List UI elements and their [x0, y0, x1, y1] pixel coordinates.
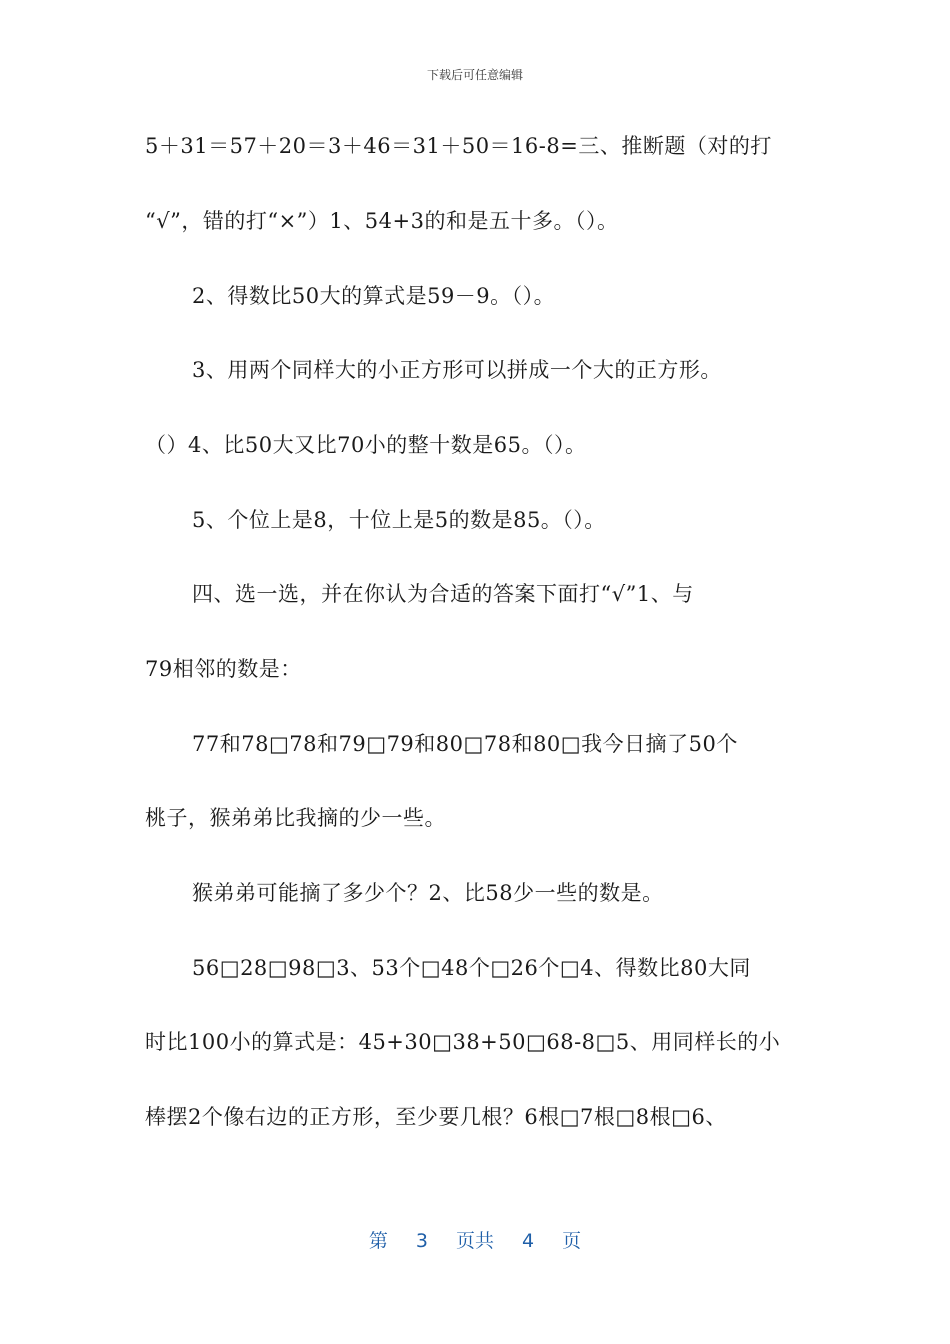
- body-line-10: 桃子，猴弟弟比我摘的少一些。: [145, 806, 446, 830]
- body-line-14: 棒摆2个像右边的正方形，至少要几根？6根□7根□8根□6、: [145, 1105, 727, 1129]
- body-line-1: 5＋31＝57＋20＝3＋46＝31＋50＝16-8=三、推断题（对的打: [145, 134, 772, 158]
- footer-total-pages: 4: [522, 1230, 535, 1252]
- body-line-7: 四、选一选，并在你认为合适的答案下面打“√”1、与: [192, 582, 694, 606]
- body-line-3: 2、得数比50大的算式是59－9。（）。: [192, 284, 556, 308]
- body-line-4: 3、用两个同样大的小正方形可以拼成一个大的正方形。: [192, 358, 722, 382]
- body-line-11: 猴弟弟可能摘了多少个？2、比58少一些的数是。: [192, 881, 664, 905]
- footer-prefix: 第: [368, 1230, 388, 1252]
- body-line-9: 77和78□78和79□79和80□78和80□我今日摘了50个: [192, 732, 738, 756]
- footer-suffix: 页: [562, 1230, 582, 1252]
- page-footer: [0, 1226, 950, 1253]
- body-line-5: （）4、比50大又比70小的整十数是65。（）。: [145, 433, 587, 457]
- body-line-6: 5、个位上是8，十位上是5的数是85。（）。: [192, 508, 606, 532]
- footer-current-page: 3: [415, 1230, 428, 1252]
- body-line-2: “√”，错的打“×”）1、54+3的和是五十多。（）。: [145, 209, 619, 233]
- page-header-note: 下载后可任意编辑: [426, 68, 523, 82]
- body-line-12: 56□28□98□3、53个□48个□26个□4、得数比80大同: [192, 956, 751, 980]
- footer-middle: 页共: [455, 1230, 494, 1252]
- body-line-8: 79相邻的数是：: [145, 657, 302, 681]
- body-line-13: 时比100小的算式是：45+30□38+50□68-8□5、用同样长的小: [145, 1030, 781, 1054]
